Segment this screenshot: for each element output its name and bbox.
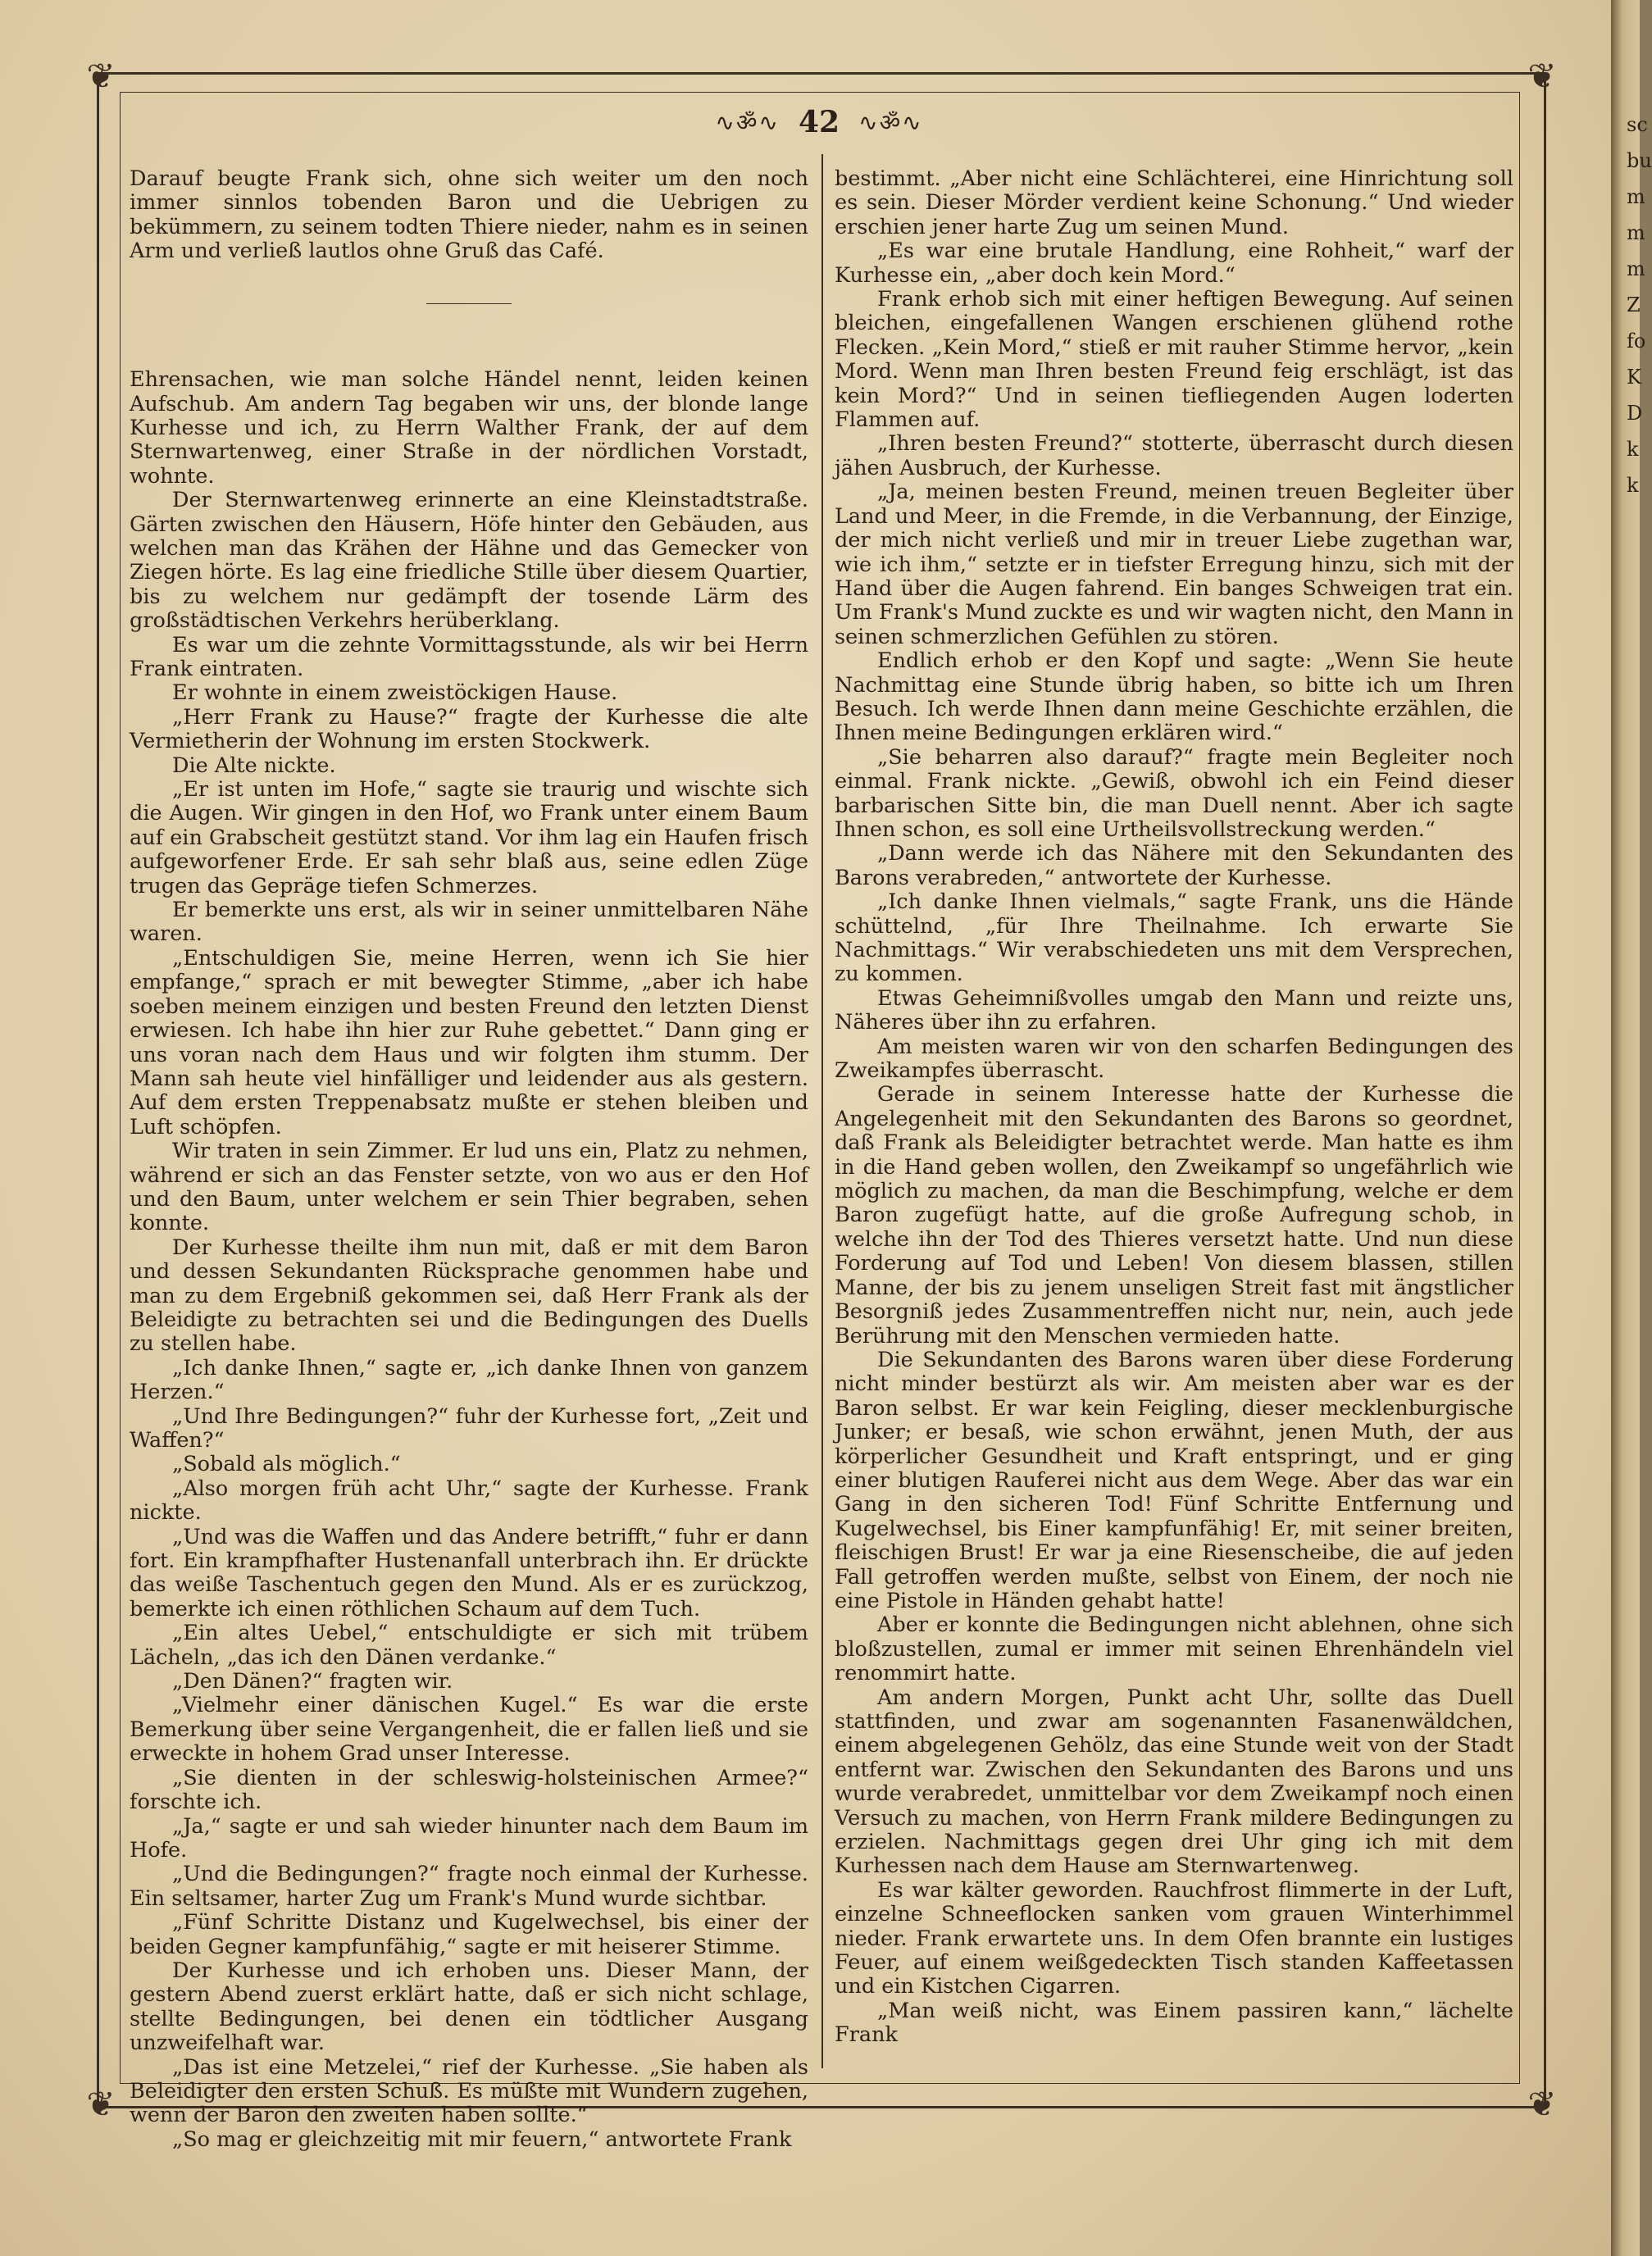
paragraph: „Ich danke Ihnen vielmals,“ sagte Frank, uns die Hände schüttelnd, „für Ihre Theilnahme. Ich erwarte Sie Nachmittags.“ Wir verabschiedeten uns mit dem Versprechen, zu kommen. [835,889,1513,987]
paragraph: Endlich erhob er den Kopf und sagte: „Wenn Sie heute Nachmittag eine Stunde übrig haben, so bitte ich um Ihren Besuch. Ich werde Ihnen dann meine Geschichte erzählen, die Ihnen meine Bedingungen erklären wird.“ [835,648,1513,746]
page-header [120,105,1518,141]
paragraph: Wir traten in sein Zimmer. Er lud uns ein, Platz zu nehmen, während er sich an das Fenster setzte, von wo aus er den Hof und den Baum, unter welchem er sein Thier begraben, sehen konnte. [130,1139,808,1236]
paragraph: „Ja, meinen besten Freund, meinen treuen Begleiter über Land und Meer, in die Fremde, in die Verbannung, der Einzige, der mich nicht verließ und mir in treuer Liebe zugethan war, wie ich ihm,“ setzte er in tiefster Erregung hinzu, sich mit der Hand über die Augen fahrend. Ein banges Schweigen trat ein. Um Frank's Mund zuckte es und wir wagten nicht, den Mann in seinen schmerzlichen Gefühlen zu stören. [835,480,1513,649]
paragraph: Gerade in seinem Interesse hatte der Kurhesse die Angelegenheit mit den Sekundanten des Barons so geordnet, daß Frank als Beleidigter betrachtet werde. Man hatte es ihm in die Hand geben wollen, den Zweikampf so ungefährlich wie möglich zu machen, da man die Beschimpfung, welche er dem Baron zugefügt hatte, auf die große Aufregung schob, in welche ihn der Tod des Thieres versetzt hatte. Und nun diese Forderung auf Tod und Leben! Von diesem blassen, stillen Manne, der bis zu jenem unseligen Streit fast mit ängstlicher Besorgniß jedes Zusammentreffen nicht nur, nein, auch jede Berührung mit den Menschen vermieden hatte. [835,1082,1513,1349]
corner-ornament-icon: ❦ [1527,56,1557,96]
corner-ornament-icon: ❦ [1527,2084,1557,2124]
paragraph: „Und die Bedingungen?“ fragte noch einmal der Kurhesse. Ein seltsamer, harter Zug um Frank's Mund wurde sichtbar. [130,1862,808,1911]
paragraph: „Ich danke Ihnen,“ sagte er, „ich danke Ihnen von ganzem Herzen.“ [130,1355,808,1405]
next-page-fragment: Z [1627,293,1641,316]
paragraph: Am andern Morgen, Punkt acht Uhr, sollte das Duell stattfinden, und zwar am sogenannten Fasanenwäldchen, einem abgelegenen Gehölz, das eine Stunde weit von der Stadt entfernt war. Zwischen den Sekundanten des Barons und uns wurde verabredet, unmittelbar vor dem Zweikampf noch einen Versuch zu machen, von Herrn Frank mildere Bedingungen zu erzielen. Nachmittags gegen drei Uhr ging ich mit dem Kurhessen nach dem Hause am Sternwartenweg. [835,1685,1513,1879]
left-column [130,167,808,2152]
next-page-fragment: m [1627,221,1645,244]
next-page-fragment: m [1627,257,1645,280]
column-divider [821,154,823,2068]
paragraph: „Vielmehr einer dänischen Kugel.“ Es war die erste Bemerkung über seine Vergangenheit, die er fallen ließ und sie erweckte in hohem Grad unser Interesse. [130,1693,808,1767]
next-page-fragment: bu [1627,149,1652,172]
paragraph: Es war um die zehnte Vormittagsstunde, als wir bei Herrn Frank eintraten. [130,632,808,681]
paragraph: „So mag er gleichzeitig mit mir feuern,“ antwortete Frank [172,2126,792,2152]
paragraph: Die Alte nickte. [172,753,336,778]
paragraph: „Und was die Waffen und das Andere betrifft,“ fuhr er dann fort. Ein krampfhafter Hustenanfall unterbrach ihn. Er drückte das weiße Taschentuch gegen den Mund. Als er es zurückzog, bemerkte ich einen röthlichen Schaum auf dem Tuch. [130,1524,808,1622]
paragraph: Ehrensachen, wie man solche Händel nennt, leiden keinen Aufschub. Am andern Tag begaben wir uns, der blonde lange Kurhesse und ich, zu Herrn Walther Frank, der auf dem Sternwartenweg, einer Straße in der nördlichen Vorstadt, wohnte. [130,367,808,489]
paragraph: Der Kurhesse theilte ihm nun mit, daß er mit dem Baron und dessen Sekundanten Rücksprache genommen habe und man zu dem Ergebniß gekommen sei, daß Herr Frank als der Beleidigte zu betrachten sei und die Bedingungen des Duells zu stellen habe. [130,1235,808,1357]
next-page-text-fragments [1627,107,1652,503]
paragraph: Der Sternwartenweg erinnerte an eine Kleinstadtstraße. Gärten zwischen den Häusern, Höfe hinter den Gebäuden, aus welchen man das Krähen der Hähne und das Gemecker von Ziegen hörte. Es lag eine friedliche Stille über diesem Quartier, bis zu welchem nur gedämpft der tosende Lärm des großstädtischen Verkehrs herüberklang. [130,488,808,634]
section-separator [426,303,512,305]
header-ornament-right: ∿ॐ∿ [858,109,923,136]
paragraph: „Sie dienten in der schleswig-holsteinischen Armee?“ forschte ich. [130,1765,808,1815]
paragraph: Am meisten waren wir von den scharfen Bedingungen des Zweikampfes überrascht. [835,1034,1513,1084]
paragraph: Der Kurhesse und ich erhoben uns. Dieser Mann, der gestern Abend zuerst erklärt hatte, daß er sich nicht schlage, stellte Bedingungen, bei denen ein tödtlicher Ausgang unzweifelhaft war. [130,1958,808,2056]
paragraph: „Man weiß nicht, was Einem passiren kann,“ lächelte Frank [835,1998,1513,2048]
right-column [835,167,1513,2048]
paragraph: „Das ist eine Metzelei,“ rief der Kurhesse. „Sie haben als Beleidigter den ersten Schuß. Es müßte mit Wundern zugehen, wenn der Baron den zweiten haben sollte.“ [130,2054,808,2128]
corner-ornament-icon: ❦ [86,2084,116,2124]
next-page-fragment: D [1627,402,1643,425]
paragraph: „Er ist unten im Hofe,“ sagte sie traurig und wischte sich die Augen. Wir gingen in den Hof, wo Frank unter einem Baum auf ein Grabscheit gestützt stand. Vor ihm lag ein Haufen frisch aufgeworfener Erde. Er sah sehr blaß aus, seine edlen Züge trugen das Gepräge tiefen Schmerzes. [130,777,808,898]
paragraph: Darauf beugte Frank sich, ohne sich weiter um den noch immer sinnlos tobenden Baron und die Uebrigen zu bekümmern, zu seinem todten Thiere nieder, nahm es in seinen Arm und verließ lautlos ohne Gruß das Café. [130,166,808,264]
paragraph: „Und Ihre Bedingungen?“ fuhr der Kurhesse fort, „Zeit und Waffen?“ [130,1403,808,1453]
paragraph: Etwas Geheimnißvolles umgab den Mann und reizte uns, Näheres über ihn zu erfahren. [835,985,1513,1035]
paragraph: „Den Dänen?“ fragten wir. [172,1669,453,1694]
paragraph: Aber er konnte die Bedingungen nicht ablehnen, ohne sich bloßzustellen, zumal er immer mit seinen Ehrenhändeln viel renommirt hatte. [835,1612,1513,1686]
paragraph: „Herr Frank zu Hause?“ fragte der Kurhesse die alte Vermietherin der Wohnung im ersten Stockwerk. [130,704,808,754]
paragraph: „Dann werde ich das Nähere mit den Sekundanten des Barons verabreden,“ antwortete der Kurhesse. [835,841,1513,890]
header-ornament-left: ∿ॐ∿ [715,109,780,136]
next-page-fragment: k [1627,474,1639,497]
corner-ornament-icon: ❦ [86,56,116,96]
paragraph: „Also morgen früh acht Uhr,“ sagte der Kurhesse. Frank nickte. [130,1476,808,1526]
paragraph: Frank erhob sich mit einer heftigen Bewegung. Auf seinen bleichen, eingefallenen Wangen erschienen glühend rothe Flecken. „Kein Mord,“ stieß er mit rauher Stimme hervor, „kein Mord. Wenn man Ihren besten Freund feig erschlägt, ist das kein Mord?“ Und in seinen tiefliegenden Augen loderten Flammen auf. [835,287,1513,433]
paragraph: Es war kälter geworden. Rauchfrost flimmerte in der Luft, einzelne Schneeflocken sanken vom grauen Winterhimmel nieder. Frank erwartete uns. In dem Ofen brannte ein lustiges Feuer, auf einem weißgedeckten Tisch standen Kaffeetassen und ein Kistchen Cigarren. [835,1877,1513,1999]
paragraph: Er wohnte in einem zweistöckigen Hause. [172,680,618,706]
next-page-fragment: fo [1627,330,1646,352]
paragraph: Er bemerkte uns erst, als wir in seiner unmittelbaren Nähe waren. [130,898,808,947]
paragraph: „Fünf Schritte Distanz und Kugelwechsel, bis einer der beiden Gegner kampfunfähig,“ sagte er mit heiserer Stimme. [130,1910,808,1959]
next-page-fragment: K [1627,366,1641,389]
paragraph: bestimmt. „Aber nicht eine Schlächterei, eine Hinrichtung soll es sein. Dieser Mörder verdient keine Schonung.“ Und wieder erschien jener harte Zug um seinen Mund. [835,166,1513,239]
next-page-fragment: sc [1627,113,1648,136]
paragraph: „Sie beharren also darauf?“ fragte mein Begleiter noch einmal. Frank nickte. „Gewiß, obwohl ich ein Feind dieser barbarischen Sitte bin, die man Duell nennt. Aber ich sagte Ihnen schon, es soll eine Urtheilsvollstreckung werden.“ [835,744,1513,842]
paragraph: „Entschuldigen Sie, meine Herren, wenn ich Sie hier empfange,“ sprach er mit bewegter Stimme, „aber ich habe soeben meinem einzigen und besten Freund den letzten Dienst erwiesen. Ich habe ihn hier zur Ruhe gebettet.“ Dann ging er uns voran nach dem Haus und wir folgten ihm stumm. Der Mann sah heute viel hinfälliger und leidender aus als gestern. Auf dem ersten Treppenabsatz mußte er stehen bleiben und Luft schöpfen. [130,945,808,1139]
paragraph: „Ein altes Uebel,“ entschuldigte er sich mit trübem Lächeln, „das ich den Dänen verdanke.“ [130,1621,808,1670]
next-page-fragment: m [1627,185,1645,208]
paragraph: „Ihren besten Freund?“ stotterte, überrascht durch diesen jähen Ausbruch, der Kurhesse. [835,431,1513,480]
next-page-fragment: k [1627,438,1639,461]
paragraph: „Ja,“ sagte er und sah wieder hinunter nach dem Baum im Hofe. [130,1813,808,1863]
page-number: 42 [798,105,840,139]
paragraph: „Es war eine brutale Handlung, eine Rohheit,“ warf der Kurhesse ein, „aber doch kein Mord.“ [835,239,1513,288]
paragraph: Die Sekundanten des Barons waren über diese Forderung nicht minder bestürzt als wir. Am meisten aber war es der Baron selbst. Er war kein Feigling, dieser mecklenburgische Junker; er besaß, wie schon erwähnt, jenen Muth, der aus körperlicher Gesundheit und Kraft entspringt, und er ging einer blutigen Rauferei nicht aus dem Wege. Aber das war ein Gang in den sicheren Tod! Fünf Schritte Entfernung und Kugelwechsel, bis Einer kampfunfähig! Er, mit seiner breiten, fleischigen Brust! Er war ja eine Riesenscheibe, die auf jeden Fall getroffen werden mußte, selbst von Einem, der noch nie eine Pistole in Händen gehabt hatte! [835,1347,1513,1613]
paragraph: „Sobald als möglich.“ [172,1452,401,1477]
